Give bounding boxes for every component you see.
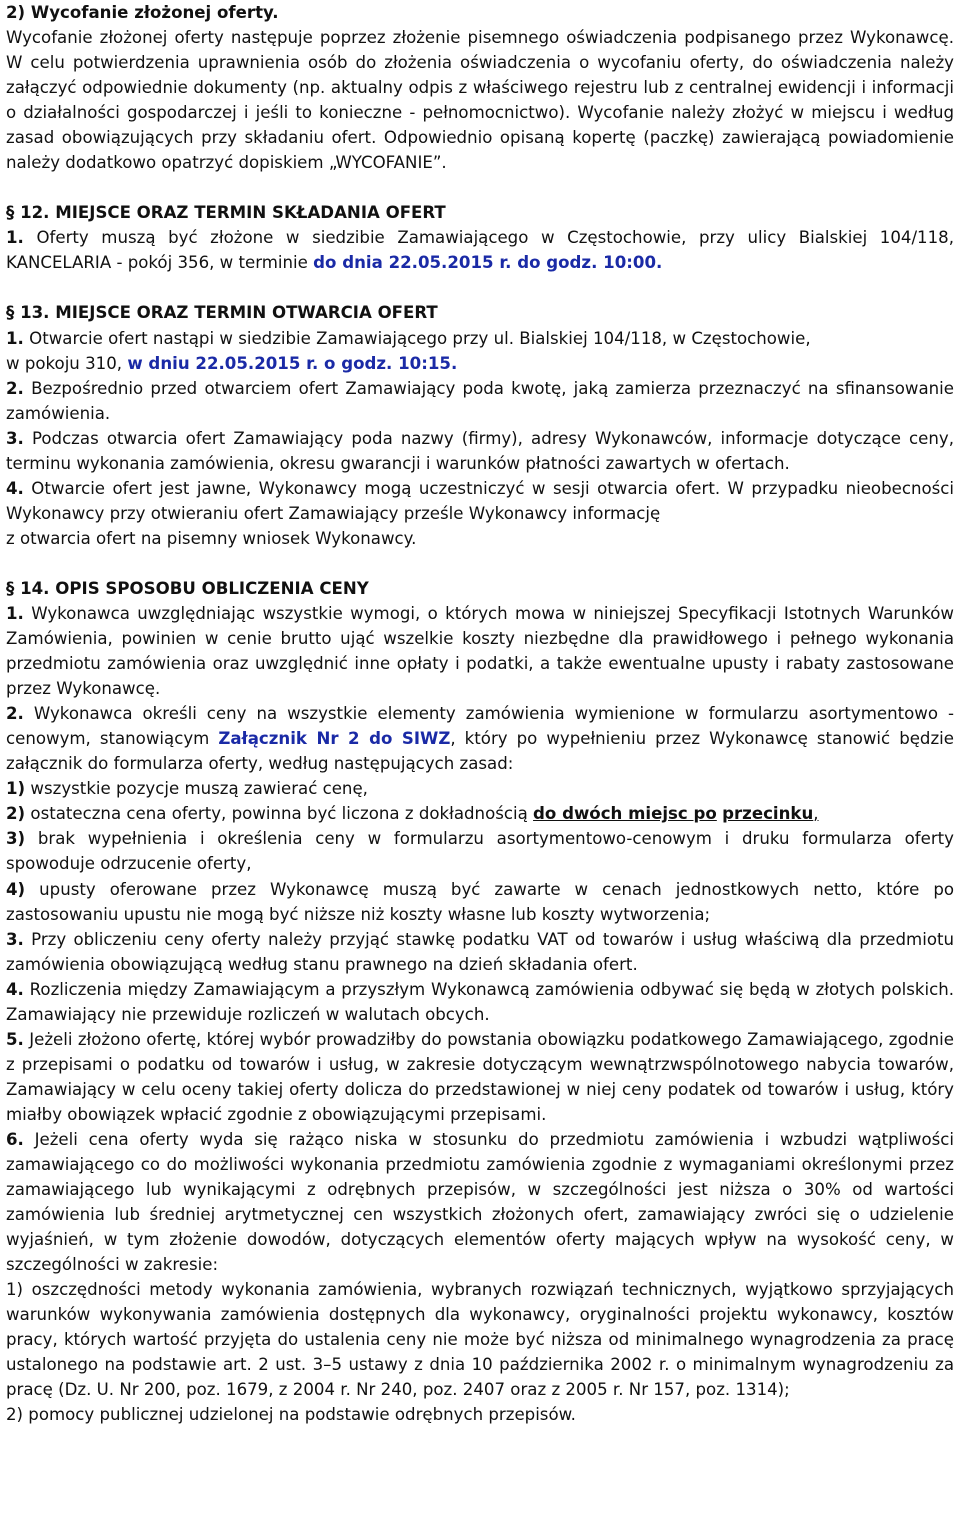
rule-3 — [6, 826, 954, 876]
opening-date: w dniu 22.05.2015 r. o godz. 10:15. — [127, 353, 458, 373]
item-text: Wykonawca uwzględniając wszystkie wymogi, o których mowa w niniejszej Specyfikacji Istotnych Warunków Zamówienia, powinien w cenie brutto ująć wszelkie koszty niezbędne dla prawidłowego i pełnego wykonania przedmiotu zamówienia oraz uwzględnić inne opłaty i podatki, a także ewentualne upusty i rabaty zastosowane przez Wykonawcę. — [6, 603, 954, 699]
item-number: 2. — [6, 704, 24, 724]
item-text: Oferty muszą być złożone w siedzibie Zamawiającego w Częstochowie, przy ulicy Bialskiej 104/118, KANCELARIA - pokój 356, w terminie — [6, 228, 954, 273]
section-13-item-3 — [6, 426, 954, 476]
item-number: 5. — [6, 1029, 24, 1049]
section-14-item-6 — [6, 1127, 954, 1277]
section-13-item-2 — [6, 376, 954, 426]
rule-emphasis: przecinku — [722, 804, 814, 824]
item-text: Przy obliczeniu ceny oferty należy przyjąć stawkę podatku VAT od towarów i usług właściwą dla przedmiotu zamówienia obowiązującą według stanu prawnego na dzień składania ofert. — [6, 929, 954, 974]
scope-item-1: 1) oszczędności metody wykonania zamówienia, wybranych rozwiązań technicznych, wyjątkowo sprzyjających warunków wykonywania zamówienia dostępnych dla wykonawcy, oryginalności projektu wykonawcy, kosztów pracy, których wartość przyjęta do ustalenia ceny nie może być niższa od minimalnego wynagrodzenia za pracę ustalonego na podstawie art. 2 ust. 3–5 ustawy z dnia 10 października 2002 r. o minimalnym wynagrodzeniu za pracę (Dz. U. Nr 200, poz. 1679, z 2004 r. Nr 240, poz. 2407 oraz z 2005 r. Nr 157, poz. 1314); — [6, 1280, 954, 1400]
item-text: Otwarcie ofert jest jawne, Wykonawcy mogą uczestniczyć w sesji otwarcia ofert. W przypadku nieobecności Wykonawcy przy otwieraniu ofert Zamawiający prześle Wykonawcy informację — [6, 478, 954, 523]
deadline-date: do dnia 22.05.2015 r. do godz. 10:00. — [313, 253, 663, 273]
rule-2 — [6, 801, 954, 826]
spacer — [6, 275, 954, 300]
section-13-item-1 — [6, 326, 954, 376]
item-number: 2. — [6, 378, 24, 398]
item-number: 3. — [6, 428, 24, 448]
item-text: Rozliczenia między Zamawiającym a przyszłym Wykonawcą zamówienia odbywać się będą w złotych polskich. Zamawiający nie przewiduje rozliczeń w walutach obcych. — [6, 979, 954, 1024]
section-2-paragraph: Wycofanie złożonej oferty następuje poprzez złożenie pisemnego oświadczenia podpisanego przez Wykonawcę. W celu potwierdzenia uprawnienia osób do złożenia oświadczenia o wycofaniu oferty, do oświadczenia należy załączyć odpowiednie dokumenty (np. aktualny odpis z właściwego rejestru lub z centralnej ewidencji i informacji o działalności gospodarczej i jeśli to konieczne - pełnomocnictwo). Wycofanie należy złożyć w miejscu i według zasad obowiązujących przy składaniu ofert. Odpowiednio opisaną kopertę (paczkę) zawierającą powiadomienie należy dodatkowo opatrzyć dopiskiem „WYCOFANIE”. — [6, 28, 954, 173]
item-text: Jeżeli złożono ofertę, której wybór prowadziłby do powstania obowiązku podatkowego Zamawiającego, zgodnie z przepisami o podatku od towarów i usług, w zakresie dotyczącym wewnątrzwspólnotowego nabycia towarów, Zamawiający w celu oceny takiej oferty dolicza do przedstawionej w niej ceny podatek od towarów i usług, który miałby obowiązek wpłacić zgodnie z obowiązującymi przepisami. — [6, 1029, 954, 1124]
rule-text: brak wypełnienia i określenia ceny w formularzu asortymentowo-cenowym i druku formularza oferty spowoduje odrzucenie oferty, — [6, 829, 954, 874]
item-text: Otwarcie ofert nastąpi w siedzibie Zamawiającego przy ul. Bialskiej 104/118, w Częstochowie, — [23, 328, 811, 348]
rule-4 — [6, 877, 954, 927]
item-number: 3. — [6, 929, 24, 949]
section-14-item-3 — [6, 927, 954, 977]
section-2-heading: 2) Wycofanie złożonej oferty. — [6, 3, 279, 22]
section-14-item-5 — [6, 1027, 954, 1127]
rule-number: 2) — [6, 804, 26, 824]
section-13-item-4 — [6, 476, 954, 551]
item-text: w pokoju 310, — [6, 353, 128, 373]
section-12-item-1 — [6, 225, 954, 275]
section-12-heading: § 12. MIEJSCE ORAZ TERMIN SKŁADANIA OFERT — [6, 203, 446, 223]
item-number: 1. — [6, 228, 24, 248]
scope-item-2: 2) pomocy publicznej udzielonej na podstawie odrębnych przepisów. — [6, 1405, 576, 1425]
section-14-item-2 — [6, 701, 954, 776]
rule-number: 1) — [6, 779, 26, 799]
section-14-heading: § 14. OPIS SPOSOBU OBLICZENIA CENY — [6, 578, 369, 598]
rule-text: upusty oferowane przez Wykonawcę muszą być zawarte w cenach jednostkowych netto, które po zastosowaniu upustu nie mogą być niższe niż koszty własne lub koszty wytworzenia; — [6, 879, 954, 924]
item-number: 1. — [6, 328, 24, 348]
item-text: Podczas otwarcia ofert Zamawiający poda nazwy (firmy), adresy Wykonawców, informacje dotyczące ceny, terminu wykonania zamówienia, okresu gwarancji i warunków płatności zawartych w ofertach. — [6, 428, 954, 473]
item-text: Bezpośrednio przed otwarciem ofert Zamawiający poda kwotę, jaką zamierza przeznaczyć na sfinansowanie zamówienia. — [6, 378, 954, 423]
spacer — [6, 551, 954, 576]
section-13-heading: § 13. MIEJSCE ORAZ TERMIN OTWARCIA OFERT — [6, 303, 438, 323]
item-text: , który po wypełnieniu przez Wykonawcę stanowić będzie załącznik do formularza oferty, według następujących zasad: — [6, 729, 954, 774]
item-number: 6. — [6, 1129, 24, 1149]
section-14-item-4 — [6, 977, 954, 1027]
rule-number: 4) — [6, 879, 26, 899]
rule-text: wszystkie pozycje muszą zawierać cenę, — [25, 779, 368, 799]
item-number: 1. — [6, 603, 24, 623]
spacer — [6, 175, 954, 200]
item-text: Wykonawca określi ceny na wszystkie elementy zamówienia wymienione w formularzu asortymentowo - cenowym, stanowiącym — [6, 704, 954, 749]
rule-number: 3) — [6, 829, 26, 849]
item-text: z otwarcia ofert na pisemny wniosek Wykonawcy. — [6, 528, 417, 548]
section-14-item-1 — [6, 601, 954, 701]
item-number: 4. — [6, 979, 24, 999]
rule-1 — [6, 776, 954, 801]
rule-text: ostateczna cena oferty, powinna być liczona z dokładnością — [25, 804, 534, 824]
rule-text: , — [813, 804, 819, 824]
item-number: 4. — [6, 478, 24, 498]
attachment-reference: Załącznik Nr 2 do SIWZ — [218, 729, 451, 749]
rule-emphasis: do dwóch miejsc po — [533, 804, 717, 824]
item-text: Jeżeli cena oferty wyda się rażąco niska w stosunku do przedmiotu zamówienia i wzbudzi wątpliwości zamawiającego co do możliwości wykonania przedmiotu zamówienia zgodnie z wymaganiami określonymi przez zamawiającego lub wynikającymi z odrębnych przepisów, w szczególności jest niższa o 30% od wartości zamówienia lub średniej arytmetycznej cen wszystkich złożonych ofert, zamawiający zwróci się o udzielenie wyjaśnień, w tym złożenie dowodów, dotyczących elementów oferty mających wpływ na wysokość ceny, w szczególności w zakresie: — [6, 1129, 954, 1275]
